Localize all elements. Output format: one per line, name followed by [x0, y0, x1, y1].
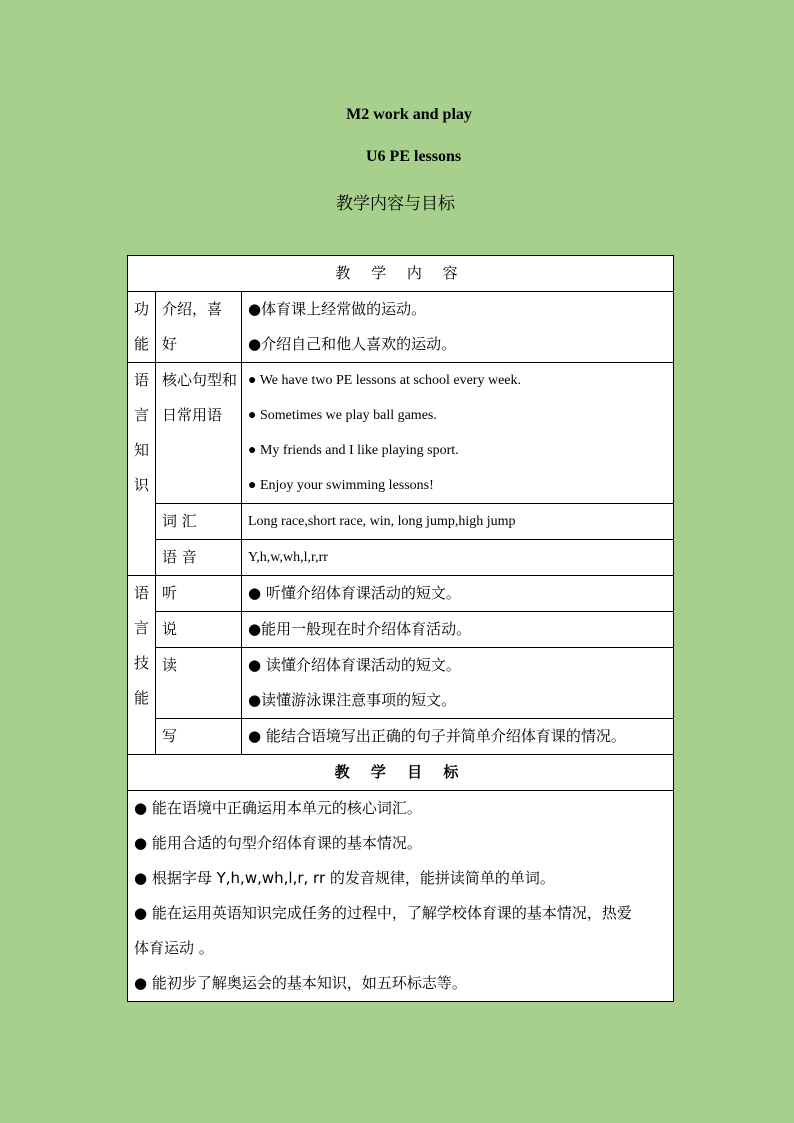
listen-row: [128, 576, 674, 612]
content-header: 教 学 内 容: [128, 256, 674, 292]
section-title: 教学内容与目标: [336, 194, 455, 214]
goals-content: [128, 791, 674, 1002]
goal-item: ● 能用合适的句型介绍体育课的基本情况。: [134, 834, 422, 852]
speak-row: [128, 612, 674, 648]
sentences-sub: 核心句型和 日常用语: [156, 363, 242, 504]
goals-header: 教 学 目 标: [128, 755, 674, 791]
write-row: [128, 719, 674, 755]
language-knowledge-sentences-row: [128, 363, 674, 504]
goal-item: ● 根据字母 Y,h,w,wh,l,r, rr 的发音规律，能拼读简单的单词。: [134, 869, 555, 887]
speak-sub: 说: [156, 612, 242, 648]
content-header-row: [128, 256, 674, 292]
lesson-plan-table: [127, 255, 674, 1002]
language-skills-category: 语 言 技 能: [128, 576, 156, 755]
read-sub: 读: [156, 648, 242, 719]
read-row: [128, 648, 674, 719]
phonics-sub: 语 音: [156, 540, 242, 576]
goals-header-row: [128, 755, 674, 791]
vocab-row: [128, 504, 674, 540]
unit-module-title: M2 work and play: [346, 106, 472, 123]
function-content: ●体育课上经常做的运动。 ●介绍自己和他人喜欢的运动。: [242, 292, 674, 363]
read-content: ● 读懂介绍体育课活动的短文。 ●读懂游泳课注意事项的短文。: [242, 648, 674, 719]
goal-item: ● 能初步了解奥运会的基本知识，如五环标志等。: [134, 974, 467, 992]
function-row: [128, 292, 674, 363]
unit-title: U6 PE lessons: [366, 148, 462, 165]
language-knowledge-category: 语 言 知 识: [128, 363, 156, 576]
goal-item-continued: 体育运动 。: [134, 939, 214, 957]
goal-item: ● 能在语境中正确运用本单元的核心词汇。: [134, 799, 422, 817]
goals-row: [128, 791, 674, 1002]
vocab-sub: 词 汇: [156, 504, 242, 540]
sentences-content: ● We have two PE lessons at school every week. ● Sometimes we play ball games. ● My friends and I like playing sport. ● Enjoy your swimming lessons!: [242, 363, 674, 504]
function-category: 功 能: [128, 292, 156, 363]
phonics-row: [128, 540, 674, 576]
speak-content: ●能用一般现在时介绍体育活动。: [242, 612, 674, 648]
listen-content: ● 听懂介绍体育课活动的短文。: [242, 576, 674, 612]
function-sub: 介绍，喜好: [156, 292, 242, 363]
vocab-content: Long race,short race, win, long jump,high jump: [242, 504, 674, 540]
write-sub: 写: [156, 719, 242, 755]
write-content: ● 能结合语境写出正确的句子并简单介绍体育课的情况。: [242, 719, 674, 755]
goal-item: ● 能在运用英语知识完成任务的过程中，了解学校体育课的基本情况，热爱: [134, 904, 632, 922]
listen-sub: 听: [156, 576, 242, 612]
phonics-content: Y,h,w,wh,l,r,rr: [242, 540, 674, 576]
